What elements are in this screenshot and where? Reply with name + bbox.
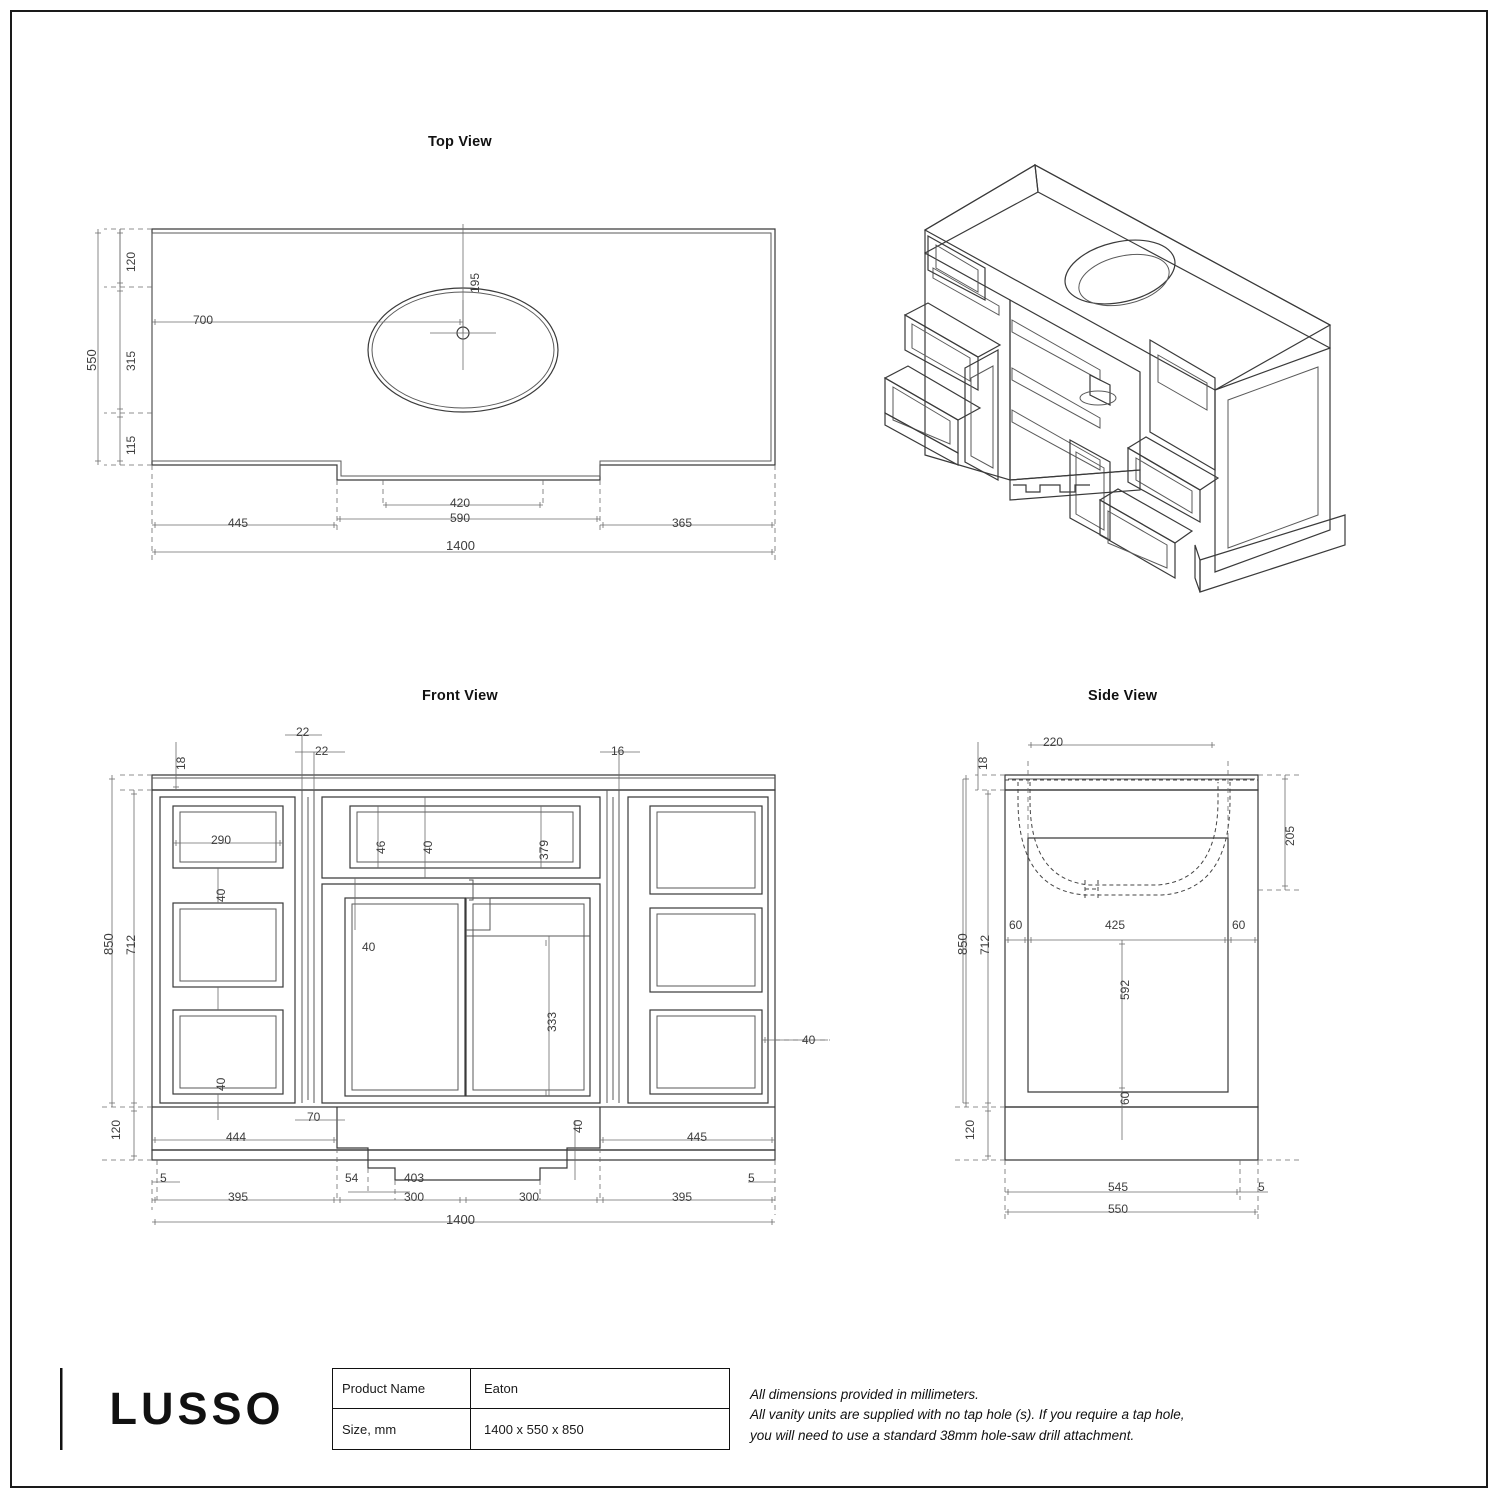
title-block-row-product [332,1368,730,1409]
front-view-geometry [152,775,775,1180]
dim-front-290: 290 [211,833,232,847]
dim-side-592: 592 [1118,979,1132,1000]
dim-front-395b: 395 [672,1190,693,1204]
side-view-title: Side View [1088,688,1158,704]
top-view-dimensions [95,222,775,560]
dim-side-712: 712 [978,934,992,955]
dim-top-195: 195 [468,272,482,293]
dim-top-365: 365 [672,516,693,530]
dim-side-18: 18 [976,756,990,770]
product-name-value: Eaton [470,1368,730,1409]
note-line-2: All vanity units are supplied with no tap hole (s). If you require a tap hole, [750,1407,1185,1423]
dim-front-22b: 22 [315,744,329,758]
dim-top-120: 120 [124,251,138,272]
dim-front-1400: 1400 [446,1212,475,1227]
dim-front-5a: 5 [160,1171,167,1185]
dim-front-120: 120 [109,1119,123,1140]
title-block [60,1368,730,1450]
note-line-3: you will need to use a standard 38mm hole-saw drill attachment. [750,1427,1135,1443]
dim-front-300a: 300 [404,1190,425,1204]
brand-logo-text: LUSSO [109,1383,285,1434]
product-name-label: Product Name [332,1368,470,1409]
dim-front-40f: 40 [571,1119,585,1133]
dim-top-590: 590 [450,511,471,525]
note-line-1: All dimensions provided in millimeters. [750,1387,979,1402]
dim-top-420: 420 [450,496,471,510]
dim-front-22a: 22 [296,725,310,739]
dim-side-545: 545 [1108,1180,1129,1194]
dim-front-5b: 5 [748,1171,755,1185]
dim-side-850: 850 [955,933,970,955]
dim-front-379: 379 [537,839,551,860]
brand-logo [60,1368,332,1450]
size-label: Size, mm [332,1409,470,1450]
dim-front-40c: 40 [362,940,376,954]
dim-top-700: 700 [193,313,214,327]
dim-side-60c: 60 [1118,1091,1132,1105]
dim-front-46: 46 [374,840,388,854]
dim-front-40b: 40 [214,888,228,902]
top-view-geometry [152,229,775,480]
drawing-notes [750,1385,1310,1446]
dim-top-115: 115 [124,435,138,455]
front-view-title: Front View [422,688,498,704]
dim-side-5: 5 [1258,1180,1265,1194]
dim-side-60b: 60 [1232,918,1246,932]
dim-side-205: 205 [1283,825,1297,846]
dim-front-395a: 395 [228,1190,249,1204]
dim-front-333: 333 [545,1011,559,1032]
dim-front-40e: 40 [214,1077,228,1091]
dim-front-444: 444 [226,1130,247,1144]
dim-front-54: 54 [345,1171,359,1185]
dim-side-220: 220 [1043,735,1064,749]
dim-side-550: 550 [1108,1202,1129,1216]
dim-top-550: 550 [84,349,99,371]
dim-top-445: 445 [228,516,249,530]
dim-side-120: 120 [963,1119,977,1140]
dim-front-712: 712 [124,934,138,955]
dim-top-1400: 1400 [446,538,475,553]
dim-front-18: 18 [174,756,188,770]
dim-top-315: 315 [124,350,138,371]
size-value: 1400 x 550 x 850 [470,1409,730,1450]
dim-front-70: 70 [307,1110,321,1124]
dim-front-300b: 300 [519,1190,540,1204]
top-view-title: Top View [428,134,492,150]
dim-front-16: 16 [611,744,625,758]
title-block-table [332,1368,730,1450]
dim-front-40d: 40 [802,1033,816,1047]
dim-front-445: 445 [687,1130,708,1144]
dim-front-403: 403 [404,1171,425,1185]
dim-front-850: 850 [101,933,116,955]
dim-front-40a: 40 [421,840,435,854]
iso-view-geometry [885,165,1345,592]
dim-side-425: 425 [1105,918,1126,932]
dim-side-60a: 60 [1009,918,1023,932]
title-block-row-size [332,1409,730,1450]
